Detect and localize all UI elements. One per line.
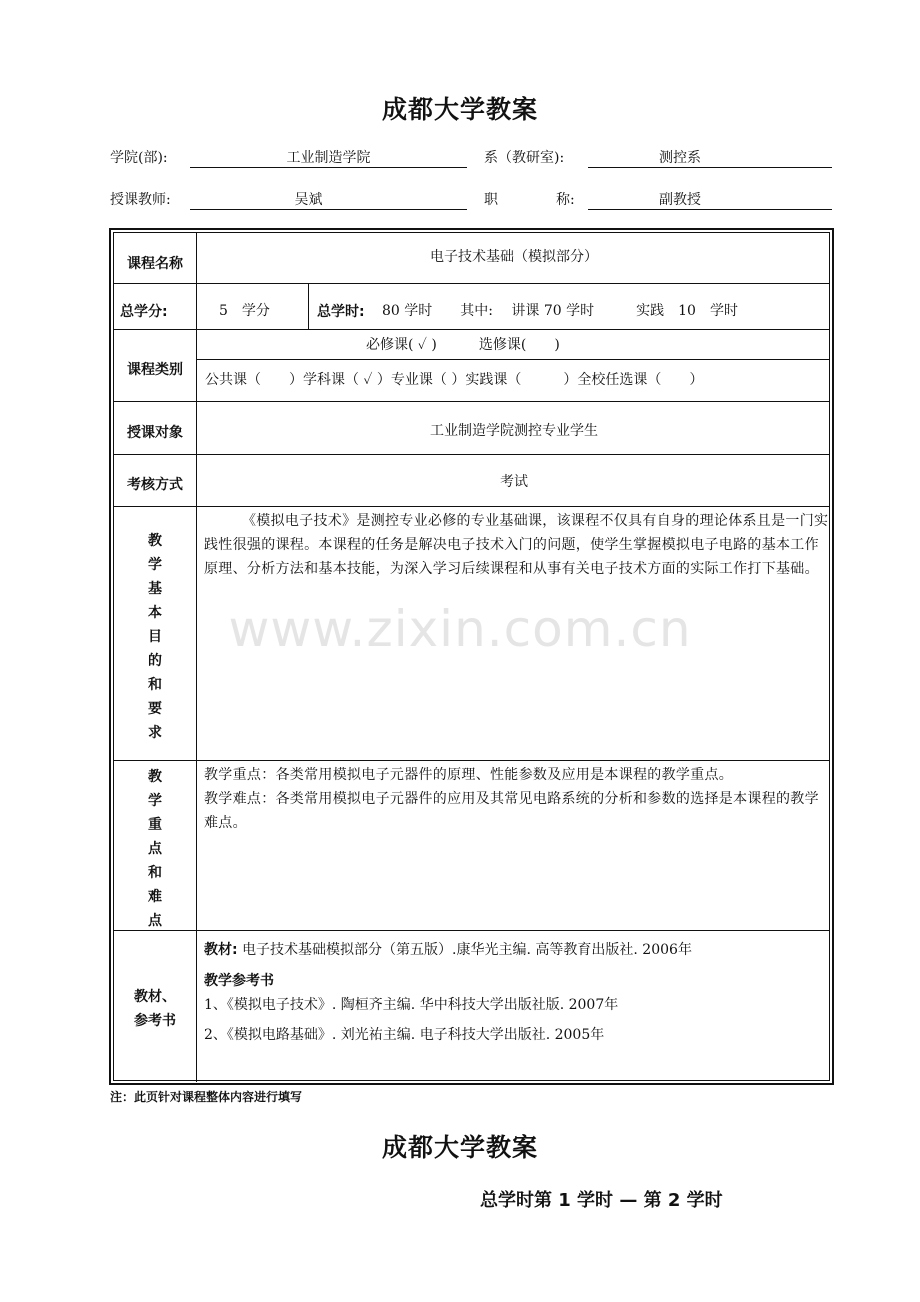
rank-label-1: 职 xyxy=(484,192,498,208)
rank-field xyxy=(588,189,832,210)
teacher-field xyxy=(190,189,467,210)
rank-value: 副教授 xyxy=(659,192,701,208)
credits-value: 5 学分 xyxy=(219,303,270,319)
assessment-value: 考试 xyxy=(500,474,528,490)
reference-2: 2、《模拟电路基础》. 刘光祐主编. 电子科技大学出版社. 2005年 xyxy=(204,1027,605,1043)
audience-value: 工业制造学院测控专业学生 xyxy=(430,423,598,439)
objectives-text: 《模拟电子技术》是测控专业必修的专业基础课，该课程不仅具有自身的理论体系且是一门实践性很强的课程。本课程的任务是解决电子技术入门的问题，使学生掌握模拟电子电路的基本工作原理、分析方法和基本技能，为深入学习后续课程和从事有关电子技术方面的实际工作打下基础。 xyxy=(204,513,829,577)
textbook-label: 教材: xyxy=(204,942,238,958)
college-field xyxy=(190,147,467,168)
row-divider xyxy=(114,283,829,284)
dept-value: 测控系 xyxy=(659,150,701,166)
credits-divider xyxy=(308,283,309,329)
reference-1: 1、《模拟电子技术》. 陶桓齐主编. 华中科技大学出版社版. 2007年 xyxy=(204,997,619,1013)
college-label: 学院(部): xyxy=(110,150,168,166)
row-divider xyxy=(114,329,829,330)
footnote: 注：此页针对课程整体内容进行填写 xyxy=(110,1090,303,1104)
row-divider xyxy=(114,760,829,761)
textbook-line xyxy=(204,939,692,959)
teacher-value: 吴斌 xyxy=(294,192,323,208)
course-name-label: 课程名称 xyxy=(127,256,183,272)
course-table-inner xyxy=(113,232,830,1081)
objectives-label: 教 学 基 本 目 的 和 要 求 xyxy=(148,533,162,741)
college-row xyxy=(110,147,834,171)
teacher-label: 授课教师: xyxy=(110,192,171,208)
category-required-elective: 必修课( ✓ ) 选修课( ) xyxy=(366,337,560,353)
category-label: 课程类别 xyxy=(127,362,183,378)
key-points-label: 教 学 重 点 和 难 点 xyxy=(148,769,162,929)
difficult-points-text: 教学难点：各类常用模拟电子元器件的应用及其常见电路系统的分析和参数的选择是本课程的教学难点。 xyxy=(204,791,819,831)
label-column-line xyxy=(196,233,197,1082)
dept-field xyxy=(588,147,832,168)
category-inner-divider xyxy=(196,359,829,360)
watermark: www.zixin.com.cn xyxy=(228,600,692,658)
college-value: 工业制造学院 xyxy=(286,150,371,166)
row-divider xyxy=(114,401,829,402)
dept-label: 系（教研室): xyxy=(484,150,565,166)
teacher-row xyxy=(110,189,834,213)
second-page-title: 成都大学教案 xyxy=(381,1133,538,1162)
audience-label: 授课对象 xyxy=(127,425,183,441)
category-types: 公共课（ ）学科课（ ✓ ）专业课（ ）实践课（ ）全校任选课（ ） xyxy=(205,372,704,388)
hours-label: 总学时: xyxy=(317,304,365,320)
row-divider xyxy=(114,930,829,931)
credits-label: 总学分: xyxy=(120,304,168,320)
course-table xyxy=(109,228,834,1085)
books-label: 教材、 参考书 xyxy=(134,989,176,1029)
rank-label-2: 称: xyxy=(556,192,575,208)
textbook-value: 电子技术基础模拟部分（第五版）.康华光主编. 高等教育出版社. 2006年 xyxy=(242,942,692,958)
class-hours-range: 总学时第 1 学时 — 第 2 学时 xyxy=(480,1190,723,1211)
page-title: 成都大学教案 xyxy=(381,95,538,124)
row-divider xyxy=(114,454,829,455)
key-points-text: 教学重点：各类常用模拟电子元器件的原理、性能参数及应用是本课程的教学重点。 xyxy=(204,767,734,783)
hours-text: 80 学时 其中: 讲课 70 学时 实践 10 学时 xyxy=(382,303,738,319)
assessment-label: 考核方式 xyxy=(127,477,183,493)
course-name-value: 电子技术基础（模拟部分） xyxy=(430,249,598,265)
row-divider xyxy=(114,506,829,507)
refs-label: 教学参考书 xyxy=(204,973,274,989)
